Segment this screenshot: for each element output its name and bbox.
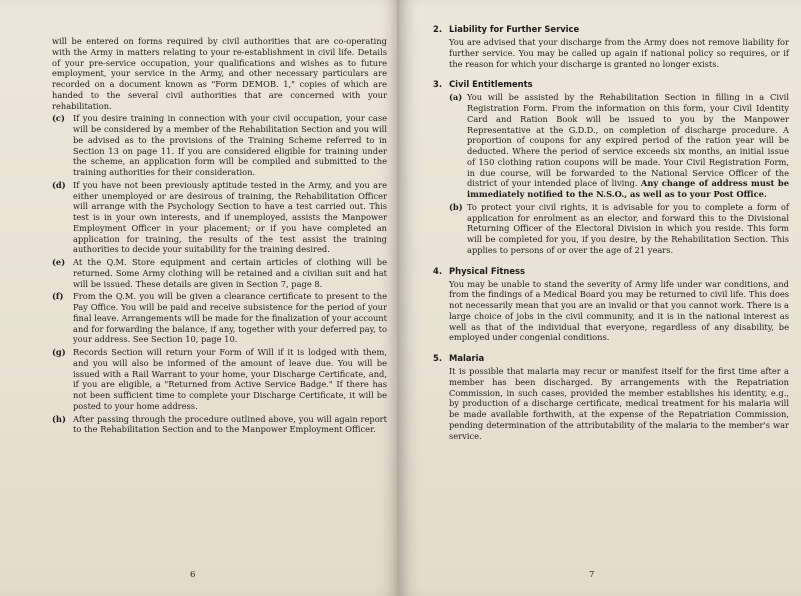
section-3 <box>433 79 789 255</box>
intro-paragraph: will be entered on forms required by civil authorities that are co-operating with the Army in matters relating to your re-establishment in civil life. Details of your pre-service occupation, your qualifications and wishes as to future employment, your service in the Army, and other necessary particulars are recorded on a document known as "Form DEMOB. 1," copies of which are handed to the several civil authorities that are concerned with your rehabilitation. <box>52 36 387 111</box>
item-marker: (c) <box>52 113 65 124</box>
page-number: 7 <box>589 570 595 580</box>
section-4 <box>433 266 789 344</box>
list-item-e <box>52 257 387 289</box>
item-marker: (f) <box>52 291 64 302</box>
item-text: If you have not been previously aptitude tested in the Army, and you are either unemployed or are desirous of training, the Rehabilitation Officer will arrange with the Psychology Section to have a test carried out. This test is in your own interests, and if unemployed, assists the Manpower Employment Officer in your placement; or if you have completed an application for training, the results of the test assist the training authorities to decide your suitability for the training desired. <box>73 179 387 255</box>
right-page <box>399 0 801 596</box>
item-text <box>467 92 789 200</box>
item-marker: (g) <box>52 347 66 357</box>
item-text: If you desire training in connection with your civil occupation, your case will be considered by a member of the Rehabilitation Section and you will be advised as to the provisions of the Training Scheme referred to in Section 13 on page 11. If you are considered eligible for training under the scheme, an application form will be compiled and submitted to the training authorities for their consideration. <box>73 113 387 177</box>
section-number: 4. <box>433 265 443 276</box>
page-number: 6 <box>190 570 196 580</box>
section-body: You are advised that your discharge from the Army does not remove liability for further service. You may be called up again if national policy so requires, or if the reason for which your discharge is granted no longer exists. <box>449 37 789 69</box>
section-heading: Physical Fitness <box>449 265 526 276</box>
item-text-bold: Any change of address must be immediately notified to the N.S.O., as well as to your Post Office. <box>467 178 790 199</box>
subitem-a <box>449 92 789 200</box>
left-page <box>0 0 399 596</box>
list-item-d <box>52 180 387 255</box>
item-text: From the Q.M. you will be given a clearance certificate to present to the Pay Office. You will be paid and receive subsistence for the period of your final leave. Arrangements will be made for the finalization of your account and for forwarding the balance, if any, together with your deferred pay, to your address. See Section 10, page 10. <box>73 291 387 345</box>
section-heading: Malaria <box>449 353 485 363</box>
section-2 <box>433 24 789 69</box>
list-item-h <box>52 414 387 436</box>
section-number: 2. <box>433 24 443 34</box>
item-marker: (a) <box>449 92 463 103</box>
section-number: 3. <box>433 79 443 90</box>
item-text: After passing through the procedure outlined above, you will again report to the Rehabilitation Section and to the Manpower Employment Officer. <box>73 413 387 435</box>
item-marker: (d) <box>52 179 66 190</box>
item-text: Records Section will return your Form of Will if it is lodged with them, and you will also be informed of the amount of leave due. You will be issued with a Rail Warrant to your home, your Discharge Certificate, and, if you are eligible, a "Returned from Active Service Badge." If there has not been sufficient time to complete your Discharge Certificate, it will be posted to your home address. <box>73 347 387 411</box>
list-item-c <box>52 113 387 178</box>
section-number: 5. <box>433 353 443 363</box>
section-heading: Liability for Further Service <box>449 24 580 34</box>
list-item-f <box>52 291 387 345</box>
subitem-b <box>449 202 789 256</box>
item-marker: (b) <box>449 201 463 212</box>
section-heading: Civil Entitlements <box>449 79 533 90</box>
section-body: It is possible that malaria may recur or manifest itself for the first time after a member has been discharged. By arrangements with the Repatriation Commission, in such cases, provided the member establishes his identity, e.g., by production of a discharge certificate, medical treatment for his malaria will be made available forthwith, at the expense of the Repatriation Commission, pending determination of the attributability of the malaria to the member's war service. <box>449 366 789 441</box>
item-text-plain: You will be assisted by the Rehabilitation Section in filling in a Civil Registration Form. From the information on this form, your Civil Identity Card and Ration Book will be issued to you by the Manpower Representative at the G.D.D., on completion of discharge procedure. A proportion of coupons for any expired period of the ration year will be deducted. Where the period of service exceeds six months, an initial issue of 150 clothing ration coupons will be made. Your Civil Registration Form, in due course, will be forwarded to the National Service Officer of the district of your intended place of living. <box>467 92 789 189</box>
item-text: At the Q.M. Store equipment and certain articles of clothing will be returned. Some Army clothing will be retained and a civilian suit and hat will be issued. These details are given in Section 7, page 8. <box>73 257 387 289</box>
section-5 <box>433 353 789 441</box>
item-text: To protect your civil rights, it is advisable for you to complete a form of application for enrolment as an elector, and forward this to the Divisional Returning Officer of the Electoral Division in which you reside. This form will be completed for you, if you desire, by the Rehabilitation Section. This applies to persons of or over the age of 21 years. <box>467 201 789 255</box>
item-marker: (h) <box>52 413 66 424</box>
section-body: You may be unable to stand the severity of Army life under war conditions, and from the findings of a Medical Board you may be returned to civil life. This does not necessarily mean that you are an invalid or that you cannot work. There is a large choice of jobs in the civil community, and it is in the national interest as well as that of the individual that everyone, regardless of any disability, be employed under congenial conditions. <box>449 278 789 343</box>
list-item-g <box>52 347 387 412</box>
item-marker: (e) <box>52 257 66 267</box>
